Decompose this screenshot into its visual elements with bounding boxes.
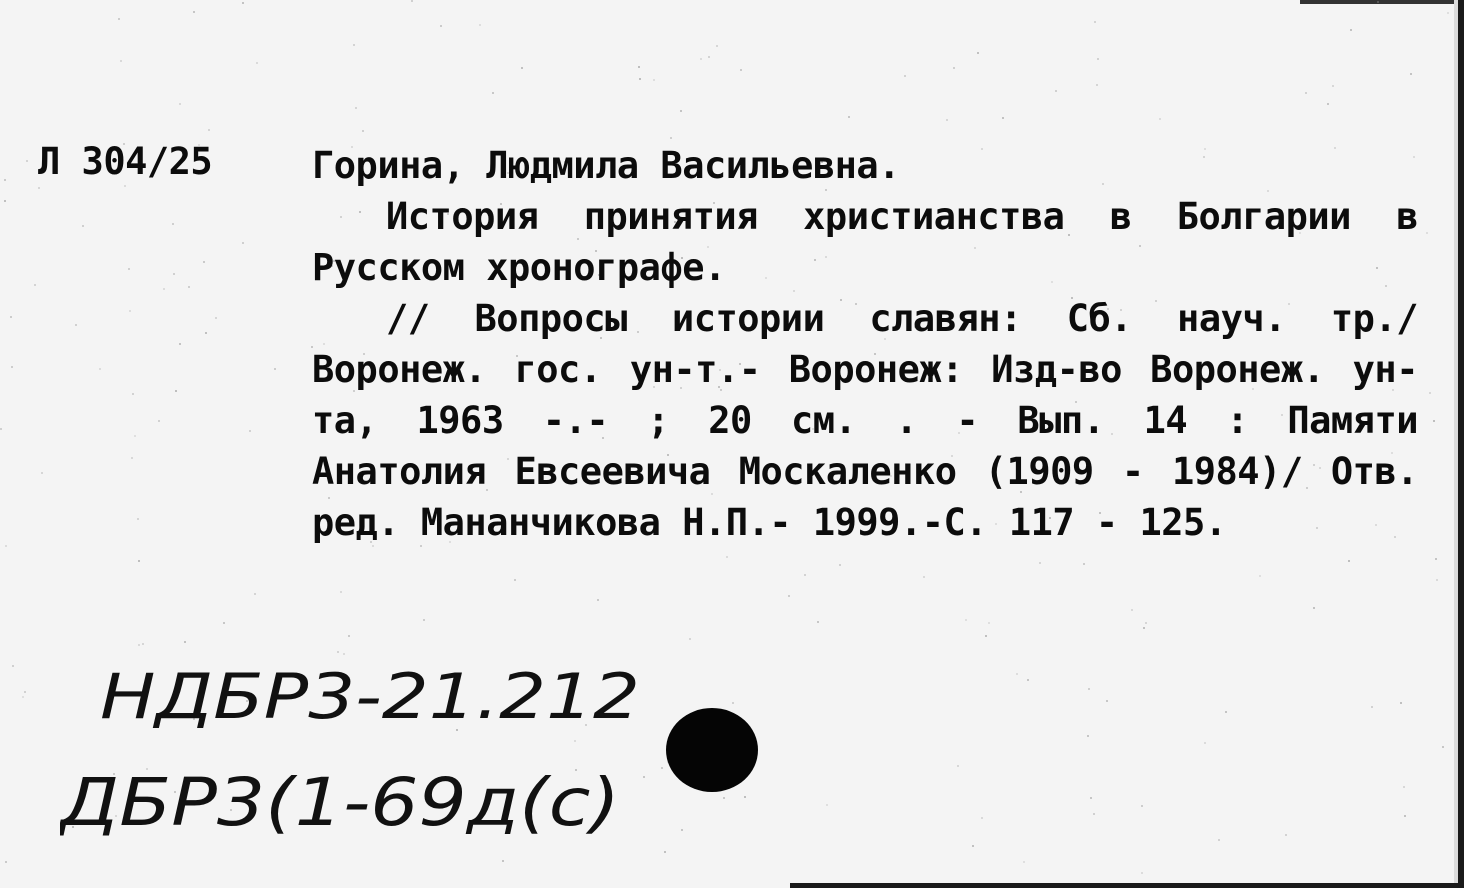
scan-speck [681, 829, 683, 831]
scan-speck [120, 60, 122, 62]
scan-speck [12, 665, 14, 667]
scan-speck [1442, 746, 1444, 748]
scan-speck [203, 261, 205, 263]
scan-speck [137, 518, 139, 520]
scan-speck [1348, 560, 1350, 562]
scan-speck [1429, 392, 1431, 394]
scan-speck [11, 366, 13, 368]
scan-speck [10, 316, 12, 318]
scan-speck [5, 545, 7, 547]
scan-speck [1447, 12, 1449, 14]
scan-speck [1400, 702, 1402, 704]
scan-speck [128, 268, 130, 270]
scan-speck [353, 44, 355, 46]
scan-speck [1143, 627, 1145, 629]
scan-speck [1145, 622, 1147, 624]
scan-speck [274, 368, 276, 370]
scan-speck [1371, 706, 1373, 708]
scan-speck [24, 691, 26, 693]
scan-speck [904, 75, 906, 77]
scan-speck [4, 179, 6, 181]
scan-edge-top [1300, 0, 1464, 4]
scan-speck [1093, 813, 1095, 815]
scan-speck [972, 845, 974, 847]
scan-speck [723, 797, 725, 799]
scan-speck [804, 574, 806, 576]
scan-speck [988, 622, 990, 624]
scan-speck [348, 635, 350, 637]
scan-speck [173, 273, 175, 275]
scan-speck [0, 428, 2, 430]
scan-speck [179, 103, 181, 105]
scan-speck [411, 0, 413, 2]
scan-speck [848, 116, 850, 118]
scan-speck [1087, 735, 1089, 737]
bibliographic-entry [312, 140, 1418, 548]
scan-speck [41, 472, 43, 474]
scan-speck [1404, 815, 1406, 817]
scan-edge-right [1458, 0, 1464, 888]
scan-speck [208, 129, 210, 131]
scan-speck [138, 560, 140, 562]
scan-speck [254, 593, 256, 595]
handwritten-classification-2: ДБР3(1-69д(с) [60, 764, 621, 841]
source-line: // Вопросы истории славян: Сб. науч. тр./ Воронеж. гос. ун-т.- Воронеж: Изд-во Воронеж. ун-та, 1963 -.- ; 20 см. . - Вып. 14 : Памяти Анатолия Евсеевича Москаленко (1909 - 1984)/ Отв. ред. Мананчикова Н.П.- 1999.-С. 117 - 125. [312, 297, 1418, 544]
scan-speck [118, 18, 120, 20]
scan-speck [1403, 786, 1405, 788]
scan-speck [817, 621, 819, 623]
scan-speck [680, 110, 682, 112]
scan-speck [1313, 607, 1315, 609]
scan-speck [1285, 834, 1287, 836]
scan-speck [1097, 58, 1099, 60]
scan-speck [1141, 805, 1143, 807]
author-line: Горина, Людмила Васильевна. [312, 144, 900, 187]
scan-speck [1141, 872, 1143, 874]
scan-speck [514, 579, 516, 581]
scan-speck [223, 622, 225, 624]
scan-speck [440, 25, 442, 27]
scan-speck [205, 332, 207, 334]
scan-speck [670, 137, 672, 139]
scan-speck [99, 368, 101, 370]
scan-speck [1039, 562, 1041, 564]
scan-speck [788, 595, 790, 597]
scan-speck [839, 564, 841, 566]
scan-speck [732, 702, 734, 704]
scan-speck [1106, 700, 1108, 702]
scan-speck [1225, 711, 1227, 713]
handwritten-notes [60, 640, 680, 870]
scan-speck [340, 591, 342, 593]
scan-speck [1131, 609, 1133, 611]
scan-speck [82, 225, 84, 227]
scan-speck [124, 185, 126, 187]
scan-speck [1433, 420, 1435, 422]
title-line: История принятия христианства в Болгарии в Русском хронографе. [312, 195, 1418, 289]
scan-speck [38, 187, 40, 189]
scan-speck [188, 286, 190, 288]
shelfmark: Л 304/25 [38, 140, 213, 183]
scan-speck [981, 817, 983, 819]
scan-speck [26, 160, 28, 162]
scan-speck [1016, 673, 1018, 675]
scan-speck [129, 310, 131, 312]
scan-speck [355, 107, 357, 109]
scan-speck [256, 62, 258, 64]
scan-speck [1027, 679, 1029, 681]
handwritten-classification-1: НДБР3-21.212 [100, 660, 640, 733]
scan-speck [75, 324, 77, 326]
scan-speck [242, 242, 244, 244]
scan-speck [1436, 579, 1438, 581]
scan-speck [179, 343, 181, 345]
scan-speck [215, 317, 217, 319]
scan-speck [826, 804, 828, 806]
scan-speck [1218, 839, 1220, 841]
scan-speck [1332, 85, 1334, 87]
scan-speck [1096, 84, 1098, 86]
scan-speck [4, 200, 6, 202]
scan-speck [1350, 29, 1352, 31]
scan-speck [1259, 575, 1261, 577]
scan-speck [249, 430, 251, 432]
scan-speck [175, 390, 177, 392]
scan-speck [708, 56, 710, 58]
scan-speck [1327, 103, 1329, 105]
scan-speck [740, 69, 742, 71]
scan-speck [639, 78, 641, 80]
scan-speck [1305, 92, 1307, 94]
scan-speck [131, 457, 133, 459]
ink-blot [666, 708, 758, 792]
scan-speck [1083, 563, 1085, 565]
scan-speck [22, 696, 24, 698]
scan-speck [1435, 558, 1437, 560]
scan-speck [1055, 90, 1057, 92]
scan-speck [193, 11, 195, 13]
scan-speck [34, 284, 36, 286]
scan-speck [423, 619, 425, 621]
scan-speck [479, 24, 481, 26]
scan-speck [597, 599, 599, 601]
scan-speck [965, 619, 967, 621]
scan-speck [134, 435, 136, 437]
scan-speck [977, 52, 979, 54]
scan-speck [700, 58, 702, 60]
handwritten-svg [60, 640, 680, 870]
scan-speck [158, 420, 160, 422]
scan-speck [689, 638, 691, 640]
scan-speck [362, 130, 364, 132]
scan-speck [521, 67, 523, 69]
scan-speck [163, 288, 165, 290]
scan-speck [923, 576, 925, 578]
scan-speck [172, 223, 174, 225]
scan-speck [1204, 742, 1206, 744]
scan-speck [242, 2, 244, 4]
scan-speck [1088, 688, 1090, 690]
scan-speck [953, 67, 955, 69]
scan-speck [653, 79, 655, 81]
scan-speck [1002, 117, 1004, 119]
scan-speck [1023, 861, 1025, 863]
scan-speck [492, 92, 494, 94]
scan-speck [1159, 118, 1161, 120]
scan-speck [1426, 232, 1428, 234]
scan-speck [1094, 21, 1096, 23]
scan-speck [726, 556, 728, 558]
scan-speck [957, 765, 959, 767]
scan-speck [744, 796, 746, 798]
scan-speck [5, 861, 7, 863]
scan-speck [716, 45, 718, 47]
scan-speck [132, 393, 134, 395]
scan-speck [1410, 73, 1412, 75]
scan-speck [985, 635, 987, 637]
scan-speck [1090, 797, 1092, 799]
scan-edge-bottom [790, 883, 1464, 888]
scan-speck [1377, 1, 1379, 3]
scan-speck [946, 119, 948, 121]
scan-speck [638, 66, 640, 68]
